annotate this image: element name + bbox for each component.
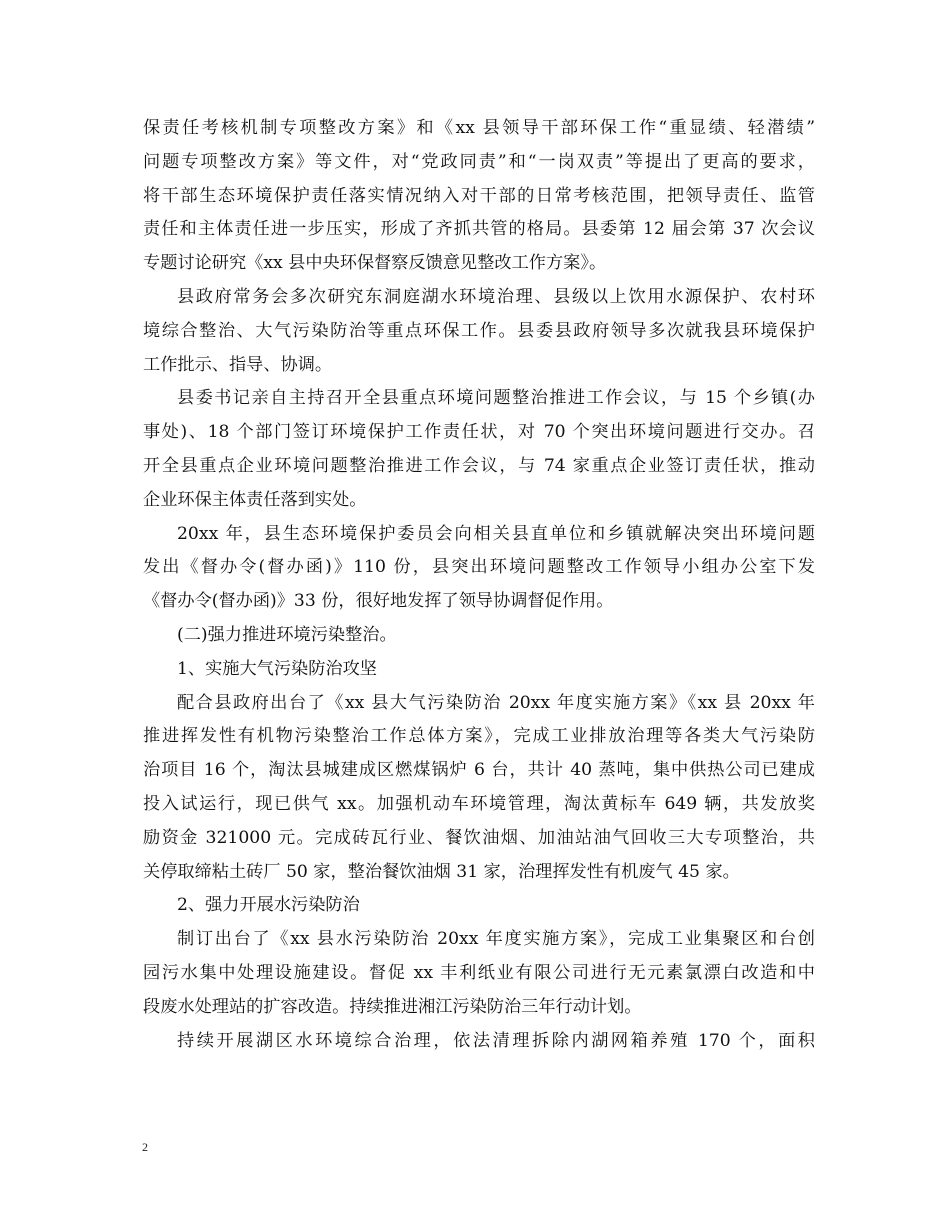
text-line: 县委书记亲自主持召开全县重点环境问题整治推进工作会议，与 15 个乡镇(办 <box>177 388 815 409</box>
text-line: 投入试运行，现已供气 xx。加强机动车环境管理，淘汰黄标车 649 辆，共发放奖 <box>143 793 815 814</box>
text-line: 推进挥发性有机物污染整治工作总体方案》，完成工业排放治理等各类大气污染防 <box>143 726 815 747</box>
text-line: 专题讨论研究《xx 县中央环保督察反馈意见整改工作方案》。 <box>143 253 607 274</box>
text-line: 企业环保主体责任落到实处。 <box>143 489 367 510</box>
text-line: 20xx 年，县生态环境保护委员会向相关县直单位和乡镇就解决突出环境问题 <box>177 523 815 544</box>
text-line: 治项目 16 个，淘汰县城建成区燃煤锅炉 6 台，共计 40 蒸吨，集中供热公司已建成 <box>143 760 815 781</box>
text-line: 保责任考核机制专项整改方案》和《xx 县领导干部环保工作“重显绩、轻潜绩” <box>143 118 815 138</box>
body-text <box>143 112 815 1058</box>
text-line: 工作批示、指导、协调。 <box>143 354 333 375</box>
text-line: 将干部生态环境保护责任落实情况纳入对干部的日常考核范围，把领导责任、监管 <box>143 185 815 206</box>
text-line: 持续开展湖区水环境综合治理，依法清理拆除内湖网箱养殖 170 个，面积 <box>177 1030 815 1051</box>
text-line: 事处)、18 个部门签订环境保护工作责任状，对 70 个突出环境问题进行交办。召 <box>143 422 815 443</box>
text-line: 园污水集中处理设施建设。督促 xx 丰利纸业有限公司进行无元素氯漂白改造和中 <box>143 962 815 983</box>
text-line: (二)强力推进环境污染整治。 <box>177 624 397 645</box>
text-line: 配合县政府出台了《xx 县大气污染防治 20xx 年度实施方案》《xx 县 20xx 年 <box>177 692 815 713</box>
text-line: 境综合整治、大气污染防治等重点环保工作。县委县政府领导多次就我县环境保护 <box>143 320 815 341</box>
text-line: 励资金 321000 元。完成砖瓦行业、餐饮油烟、加油站油气回收三大专项整治，共 <box>143 827 815 848</box>
text-line: 开全县重点企业环境问题整治推进工作会议，与 74 家重点企业签订责任状，推动 <box>143 455 815 476</box>
text-line: 2、强力开展水污染防治 <box>177 895 360 916</box>
text-line: 关停取缔粘土砖厂 50 家，整治餐饮油烟 31 家，治理挥发性有机废气 45 家。 <box>143 861 740 882</box>
text-line: 责任和主体责任进一步压实，形成了齐抓共管的格局。县委第 12 届会第 37 次会议 <box>143 219 815 240</box>
text-line: 问题专项整改方案》等文件，对“党政同责”和“一岗双责”等提出了更高的要求， <box>143 151 815 172</box>
page-number: 2 <box>142 1140 148 1154</box>
text-line: 制订出台了《xx 县水污染防治 20xx 年度实施方案》，完成工业集聚区和台创 <box>177 929 815 950</box>
text-line: 发出《督办令(督办函)》110 份，县突出环境问题整改工作领导小组办公室下发 <box>143 557 815 578</box>
text-line: 《督办令(督办函)》33 份，很好地发挥了领导协调督促作用。 <box>143 591 614 612</box>
text-line: 段废水处理站的扩容改造。持续推进湘江污染防治三年行动计划。 <box>143 996 642 1017</box>
text-line: 县政府常务会多次研究东洞庭湖水环境治理、县级以上饮用水源保护、农村环 <box>177 286 815 307</box>
text-line: 1、实施大气污染防治攻坚 <box>177 658 377 679</box>
